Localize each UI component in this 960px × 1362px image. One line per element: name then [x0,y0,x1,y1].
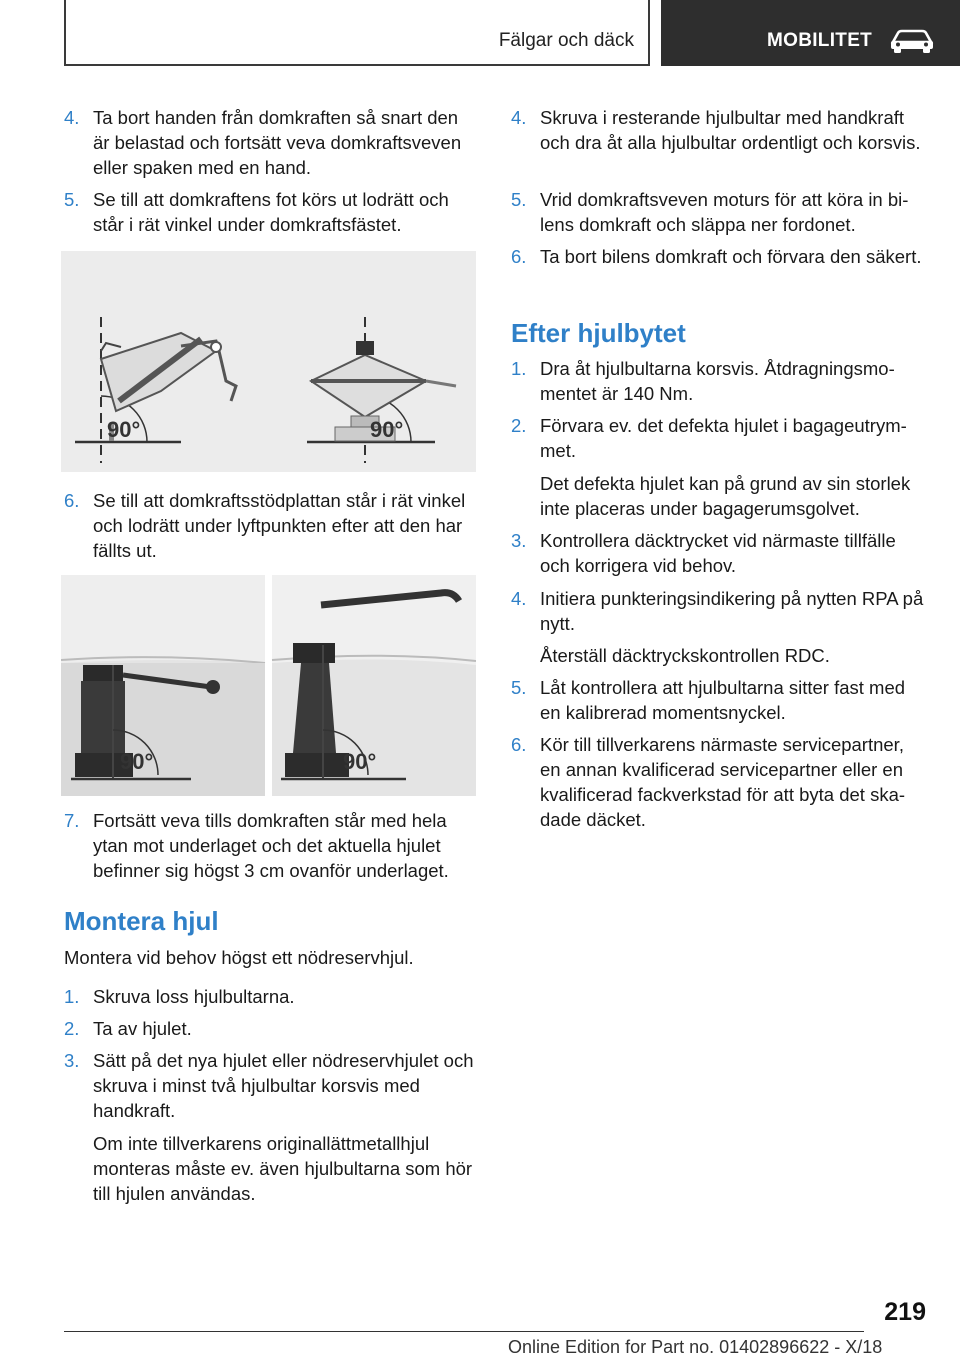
step-number: 6. [511,246,527,267]
step-number: 5. [64,189,80,210]
step-text: Sätt på det nya hjulet eller nödreservhjulet och skruva i minst två hjulbultar korsvis med handkraft. [93,1050,474,1121]
step-number: 2. [511,415,527,436]
step-text: Förvara ev. det defekta hjulet i bagageutrymmet. [540,415,907,461]
angle-label-right: 90° [370,417,404,442]
step-text: Ta bort bilens domkraft och förvara den säkert. [540,246,922,267]
list-item [511,105,926,155]
step-note: Om inte tillverkarens originallättmetallhjul monteras måste ev. även hjulbultarna som hör till hjulen användas. [93,1133,473,1204]
step-number: 4. [511,588,527,609]
list-item [511,586,926,636]
step-number: 3. [511,530,527,551]
step-number [511,643,540,668]
angle-label-left: 90° [120,749,154,774]
section-heading: Montera hjul [64,906,219,936]
footer-divider [64,1331,864,1332]
step-number: 1. [64,986,80,1007]
step-text: Låt kontrollera att hjulbultarna sitter fast med en kalibrerad momentsnyckel. [540,677,906,723]
list-item [511,244,926,269]
list-item [64,984,478,1009]
list-item [64,488,478,563]
list-item [64,187,478,237]
step-text: Se till att domkraftsstödplattan står i rät vinkel och lodrätt under lyftpunkten efter att den har fällts ut. [93,490,466,561]
step-text: Återställ däcktryckskontrollen RDC. [540,645,830,666]
step-number: 5. [511,189,527,210]
section-title: Fälgar och däck [498,30,634,51]
list-item [511,732,926,832]
step-number: 4. [64,107,80,128]
list-item [511,643,926,668]
step-number: 4. [511,107,527,128]
step-text: Ta bort handen från domkraften så snart den är belastad och fortsätt veva domkraftsveven eller spaken med en hand. [93,107,462,178]
jack-position-figure [61,575,476,796]
step-text: Det defekta hjulet kan på grund av sin storlek inte placeras under bagagerumsgolvet. [540,473,911,519]
step-text: Kör till tillverkarens närmaste servicepartner, en annan kvalificerad servicepartner eller en kvalificerad fackverkstad för att byta det skadade däcket. [540,734,906,830]
car-icon [889,28,935,54]
step-number: 7. [64,810,80,831]
step-text: Skruva i resterande hjulbultar med handkraft och dra åt alla hjulbultar ordentligt och korsvis. [540,107,921,153]
step-text: Dra åt hjulbultarna korsvis. Åtdragningsmomentet är 140 Nm. [540,358,895,404]
step-number: 3. [64,1050,80,1071]
footer-edition: Online Edition for Part no. 01402896622 - X/18 [508,1337,883,1357]
step-text: Kontrollera däcktrycket vid närmaste tillfälle och korrigera vid behov. [540,530,896,576]
list-item [64,808,478,883]
list-item [511,356,926,406]
list-item [511,528,926,578]
step-number: 6. [64,490,80,511]
list-item [511,187,926,237]
step-text: Se till att domkraftens fot körs ut lodrätt och står i rät vinkel under domkraftsfästet. [93,189,449,235]
step-number: 2. [64,1018,80,1039]
chapter-title: MOBILITET [767,30,873,51]
page-number: 219 [884,1298,926,1326]
step-number: 6. [511,734,527,755]
step-number: 5. [511,677,527,698]
step-text: Ta av hjulet. [93,1018,192,1039]
header-section-box [64,0,650,66]
step-text: Vrid domkraftsveven moturs för att köra in bilens domkraft och släppa ner fordonet. [540,189,909,235]
step-text: Initiera punkteringsindikering på nytten RPA på nytt. [540,588,924,634]
header-chapter-box [661,0,960,66]
list-item [64,1048,478,1123]
step-text: Fortsätt veva tills domkraften står med hela ytan mot underlaget och det aktuella hjulet befinner sig högst 3 cm ovanför underlaget. [93,810,449,881]
step-number: 1. [511,358,527,379]
list-item [511,471,926,521]
angle-label-left: 90° [107,417,141,442]
section-intro: Montera vid behov högst ett nödreservhjul. [64,947,414,968]
list-item [511,413,926,463]
step-text: Skruva loss hjulbultarna. [93,986,295,1007]
jack-angle-figure [61,251,476,472]
section-heading: Efter hjulbytet [511,318,686,348]
step-number [511,471,540,521]
list-item [511,675,926,725]
list-item [64,105,478,180]
angle-label-right: 90° [343,749,377,774]
list-item [64,1016,478,1041]
